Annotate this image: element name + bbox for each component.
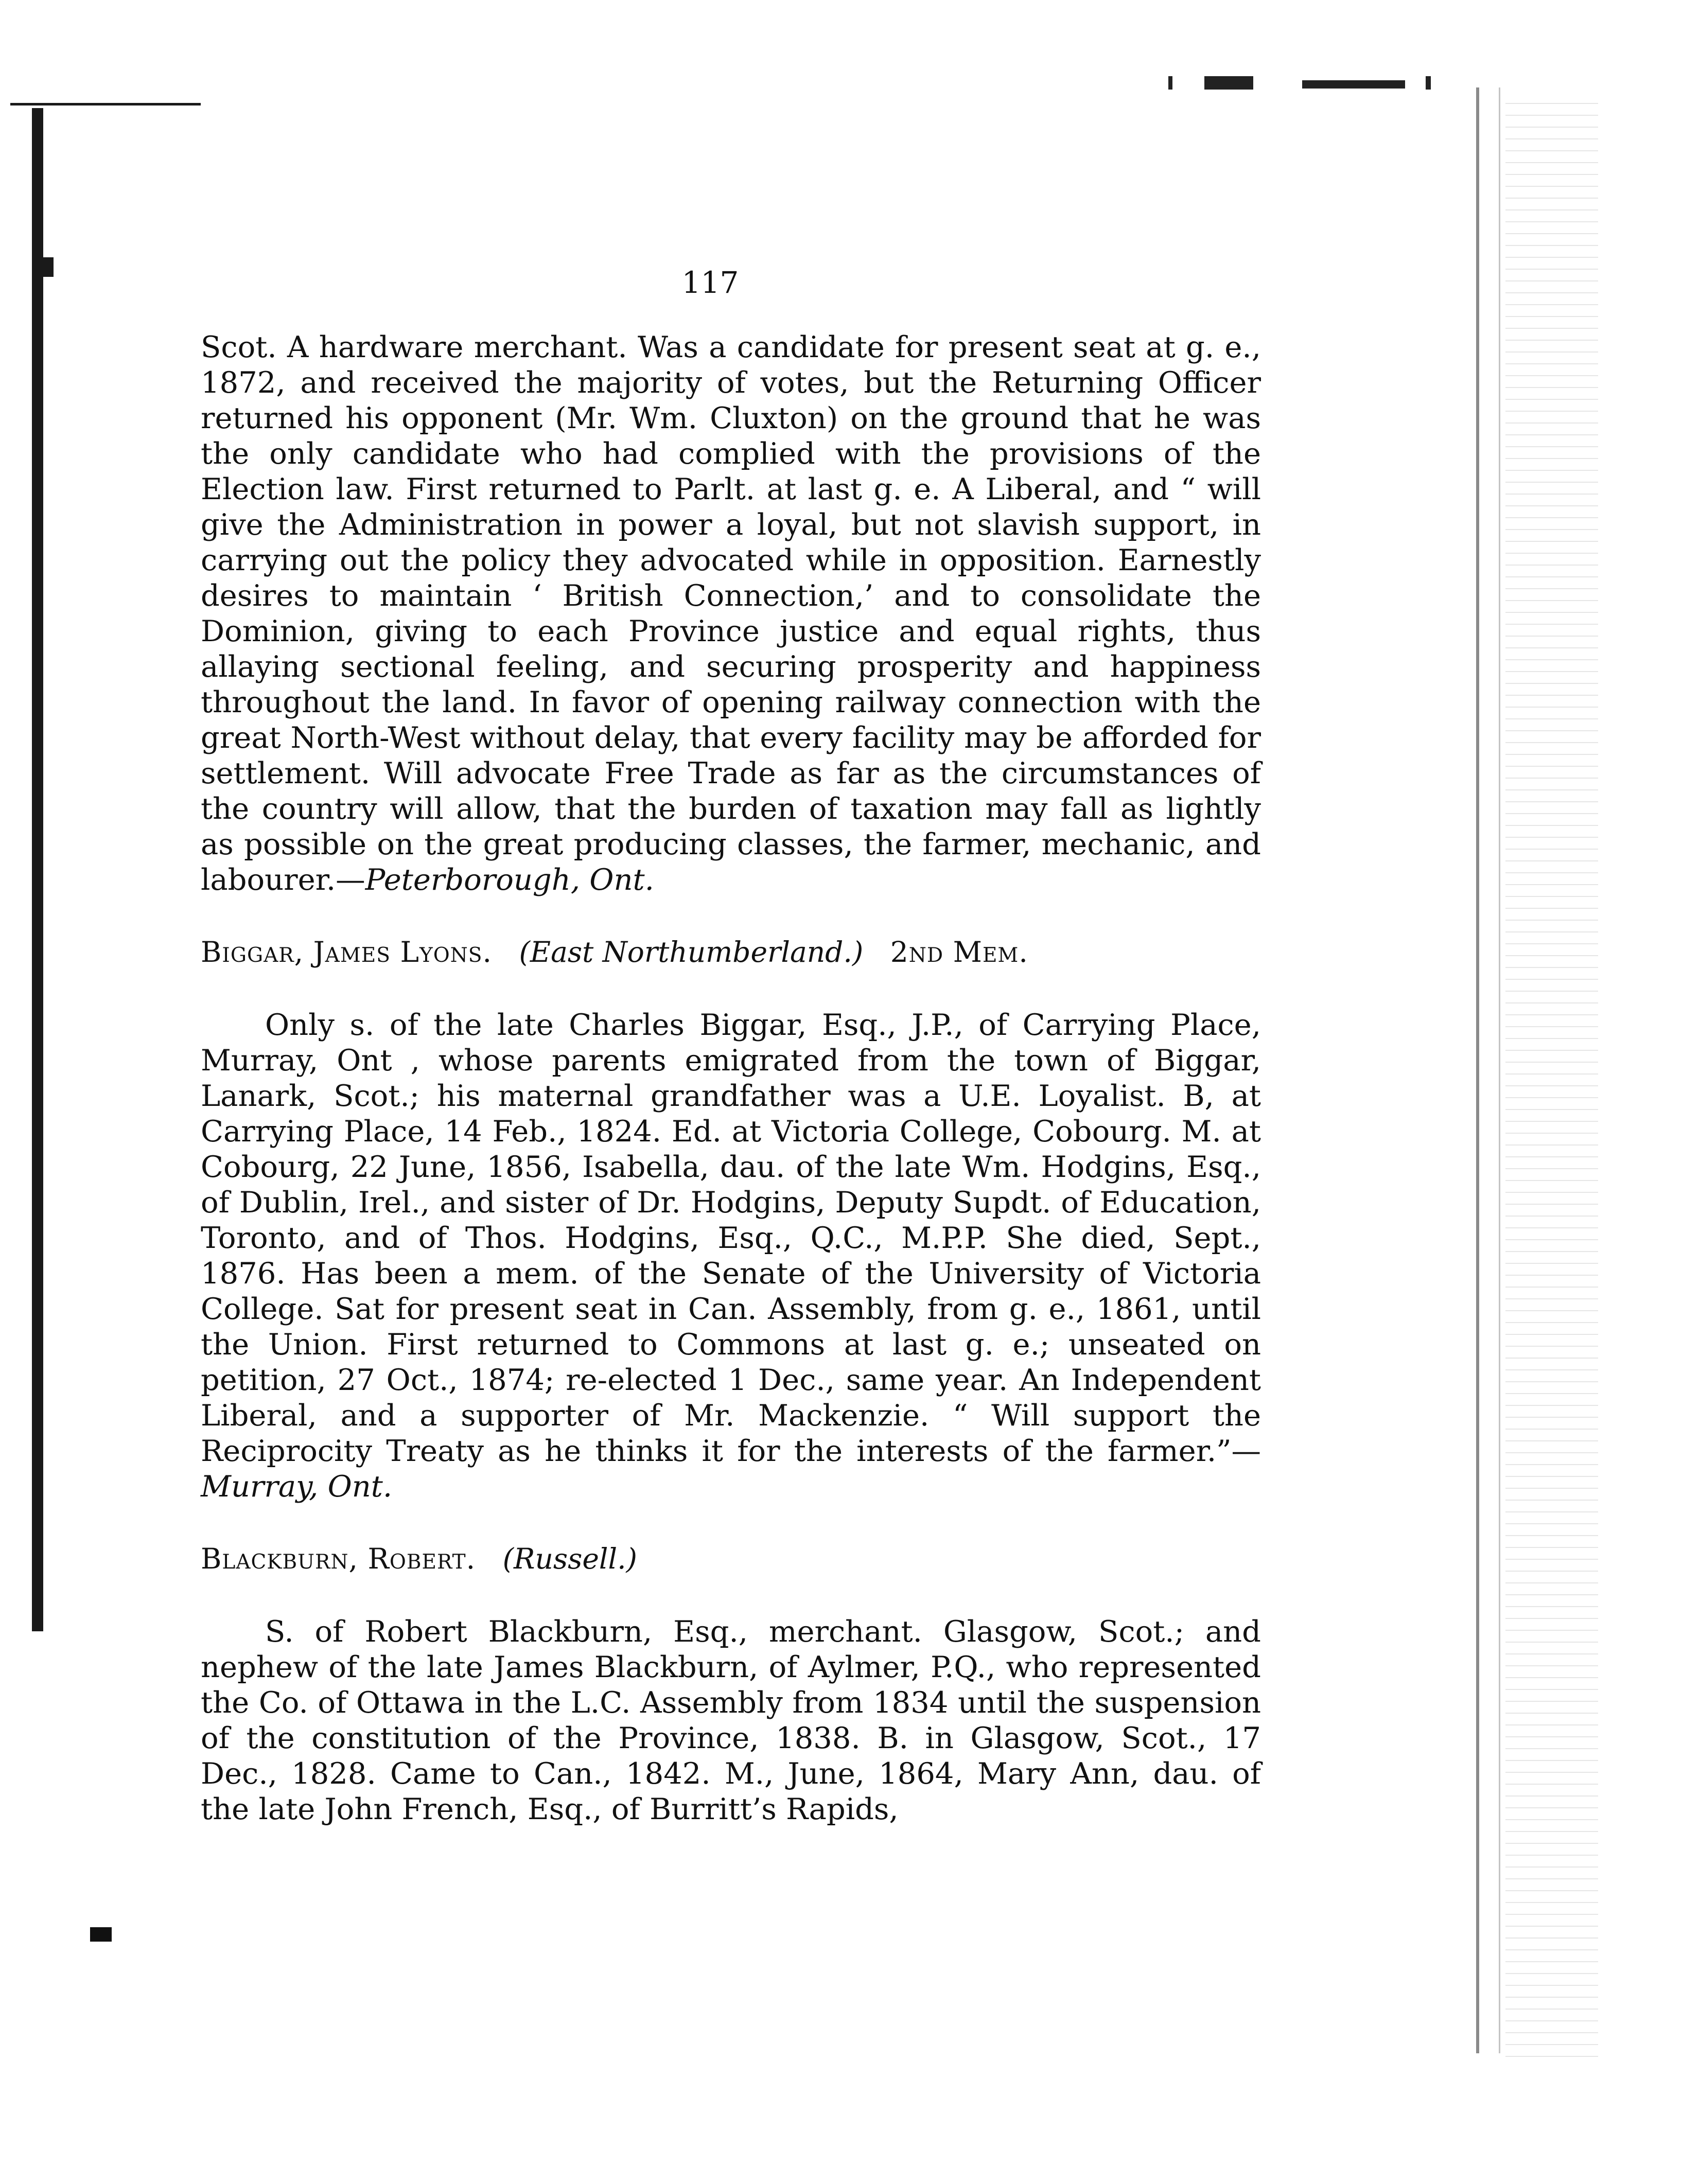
continued-paragraph bbox=[201, 329, 1261, 897]
page-edge-shadow-secondary bbox=[1499, 87, 1500, 2053]
paragraph-text: Scot. A hardware merchant. Was a candidate for present seat at g. e., 1872, and received the majority of votes, but the Returning Officer returned his opponent (Mr. Wm. Cluxton) on the ground that he was the only candidate who had complied with the provisions of the Election law. First returned to Parlt. at last g. e. A Liberal, and “ will give the Administration in power a loyal, but not slavish support, in carrying out the policy they advocated while in opposition. Earnestly desires to maintain ‘ British Connection,’ and to consolidate the Dominion, giving to each Province justice and equal rights, thus allaying sectional feeling, and securing prosperity and happiness throughout the land. In favor of opening railway connection with the great North-West without delay, that every facility may be afforded for settlement. Will advocate Free Trade as far as the circumstances of the country will allow, that the burden of taxation may fall as lightly as possible on the great producing classes, the farmer, mechanic, and labourer.— bbox=[201, 330, 1261, 897]
entry-name: Biggar, James Lyons. bbox=[201, 936, 493, 968]
binding-shadow bbox=[32, 108, 43, 1631]
entry-note: 2nd Mem. bbox=[890, 936, 1028, 968]
residence: Peterborough, Ont. bbox=[365, 862, 654, 897]
residence: Murray, Ont. bbox=[201, 1469, 393, 1504]
entry-heading bbox=[201, 1541, 1261, 1577]
entry-text: S. of Robert Blackburn, Esq., merchant. Glasgow, Scot.; and nephew of the late James Blackburn, of Aylmer, P.Q., who represented the Co. of Ottawa in the L.C. Assembly from 1834 until the suspension of the constitution of the Province, 1838. B. in Glasgow, Scot., 17 Dec., 1828. Came to Can., 1842. M., June, 1864, Mary Ann, dau. of the late John French, Esq., of Burritt’s Rapids, bbox=[201, 1614, 1261, 1826]
binding-mark bbox=[32, 257, 54, 277]
entry-heading bbox=[201, 935, 1261, 970]
entry-body bbox=[201, 1007, 1261, 1504]
entry-name: Blackburn, Robert. bbox=[201, 1542, 476, 1575]
entry-constituency: (Russell.) bbox=[502, 1542, 638, 1575]
entry-body bbox=[201, 1614, 1261, 1827]
entry-text: Only s. of the late Charles Biggar, Esq., J.P., of Carrying Place, Murray, Ont , whose parents emigrated from the town of Biggar, Lanark, Scot.; his maternal grandfather was a U.E. Loyalist. B, at Carrying Place, 14 Feb., 1824. Ed. at Victoria College, Cobourg. M. at Cobourg, 22 June, 1856, Isabella, dau. of the late Wm. Hodgins, Esq., of Dublin, Irel., and sister of Dr. Hodgins, Deputy Supdt. of Education, Toronto, and of Thos. Hodgins, Esq., Q.C., M.P.P. She died, Sept., 1876. Has been a mem. of the Senate of the University of Victoria College. Sat for present seat in Can. Assembly, from g. e., 1861, until the Union. First returned to Commons at last g. e.; unseated on petition, 27 Oct., 1874; re-elected 1 Dec., same year. An Independent Liberal, and a supporter of Mr. Mackenzie. “ Will support the Reciprocity Treaty as he thinks it for the interests of the farmer.”— bbox=[201, 1008, 1261, 1468]
scan-mark bbox=[90, 1927, 112, 1942]
page-number: 117 bbox=[681, 265, 739, 300]
scan-noise bbox=[1505, 103, 1598, 2058]
entry-constituency: (East Northumberland.) bbox=[519, 936, 864, 968]
scan-edge-line bbox=[10, 103, 201, 105]
page-edge-shadow bbox=[1476, 87, 1479, 2053]
page-body bbox=[201, 329, 1261, 1827]
scan-header-marks bbox=[1168, 76, 1446, 92]
